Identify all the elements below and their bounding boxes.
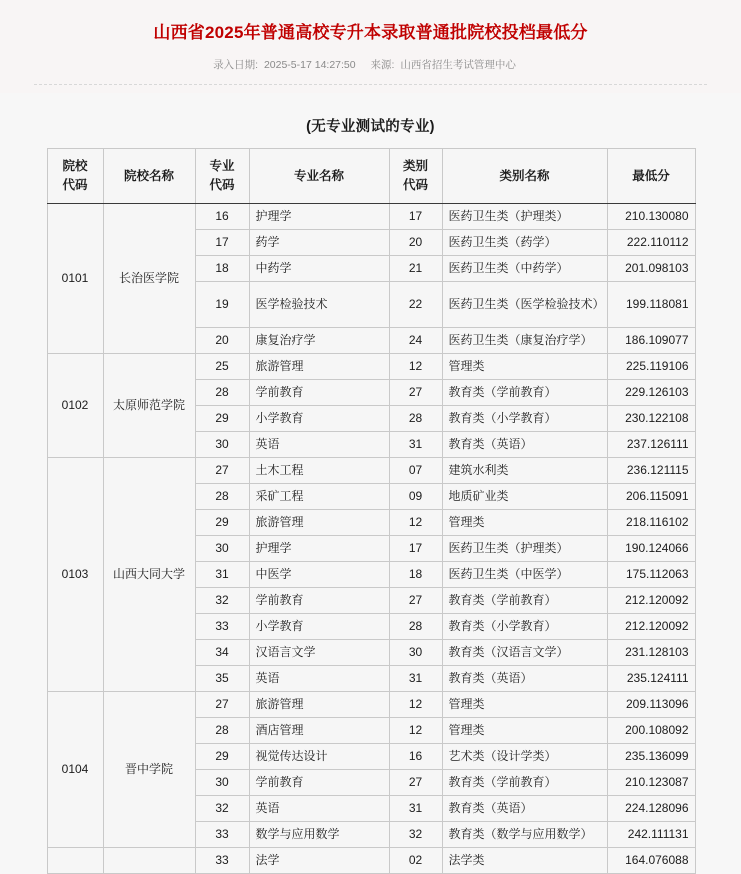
cell-category-name: 医药卫生类（护理类） xyxy=(442,536,607,562)
cell-min-score: 190.124066 xyxy=(607,536,695,562)
cell-category-name: 管理类 xyxy=(442,510,607,536)
cell-major-name: 法学 xyxy=(249,848,389,874)
cell-major-code: 28 xyxy=(195,718,249,744)
cell-major-code: 32 xyxy=(195,588,249,614)
cell-major-name: 康复治疗学 xyxy=(249,328,389,354)
cell-min-score: 175.112063 xyxy=(607,562,695,588)
cell-category-name: 教育类（英语） xyxy=(442,666,607,692)
cell-category-code: 31 xyxy=(389,432,442,458)
cell-category-name: 医药卫生类（中医学） xyxy=(442,562,607,588)
cell-major-code: 31 xyxy=(195,562,249,588)
source-value: 山西省招生考试管理中心 xyxy=(400,59,516,71)
cell-major-name: 英语 xyxy=(249,796,389,822)
score-table-wrapper xyxy=(47,148,695,874)
cell-major-name: 中药学 xyxy=(249,256,389,282)
cell-category-code: 16 xyxy=(389,744,442,770)
cell-min-score: 231.128103 xyxy=(607,640,695,666)
cell-category-name: 医药卫生类（护理类） xyxy=(442,204,607,230)
cell-category-code: 32 xyxy=(389,822,442,848)
cell-category-name: 医药卫生类（中药学） xyxy=(442,256,607,282)
cell-category-code: 17 xyxy=(389,204,442,230)
source-label: 来源: xyxy=(370,59,395,71)
source xyxy=(371,59,516,71)
cell-min-score: 186.109077 xyxy=(607,328,695,354)
entry-date-label: 录入日期: xyxy=(213,59,259,71)
cell-category-code: 28 xyxy=(389,614,442,640)
cell-major-code: 25 xyxy=(195,354,249,380)
cell-category-code: 12 xyxy=(389,354,442,380)
cell-major-name: 旅游管理 xyxy=(249,354,389,380)
cell-category-name: 教育类（汉语言文学） xyxy=(442,640,607,666)
page-header xyxy=(0,0,741,93)
cell-min-score: 212.120092 xyxy=(607,588,695,614)
cell-major-name: 旅游管理 xyxy=(249,692,389,718)
cell-school-name xyxy=(103,848,195,874)
cell-category-code: 21 xyxy=(389,256,442,282)
cell-min-score: 230.122108 xyxy=(607,406,695,432)
cell-category-code: 27 xyxy=(389,380,442,406)
cell-major-name: 土木工程 xyxy=(249,458,389,484)
table-row xyxy=(47,204,695,230)
table-header xyxy=(47,149,695,204)
cell-major-code: 29 xyxy=(195,406,249,432)
cell-category-name: 法学类 xyxy=(442,848,607,874)
cell-min-score: 201.098103 xyxy=(607,256,695,282)
cell-major-code: 16 xyxy=(195,204,249,230)
cell-category-name: 医药卫生类（药学） xyxy=(442,230,607,256)
cell-min-score: 199.118081 xyxy=(607,282,695,328)
cell-major-name: 小学教育 xyxy=(249,614,389,640)
cell-min-score: 235.124111 xyxy=(607,666,695,692)
table-row xyxy=(47,458,695,484)
cell-category-code: 07 xyxy=(389,458,442,484)
cell-category-name: 医药卫生类（医学检验技术） xyxy=(442,282,607,328)
cell-min-score: 222.110112 xyxy=(607,230,695,256)
cell-major-name: 采矿工程 xyxy=(249,484,389,510)
cell-school-name: 长治医学院 xyxy=(103,204,195,354)
cell-category-code: 09 xyxy=(389,484,442,510)
cell-category-name: 管理类 xyxy=(442,692,607,718)
cell-major-code: 17 xyxy=(195,230,249,256)
cell-major-code: 28 xyxy=(195,484,249,510)
column-header-min-score: 最低分 xyxy=(607,149,695,204)
cell-category-code: 02 xyxy=(389,848,442,874)
cell-category-name: 教育类（英语） xyxy=(442,796,607,822)
cell-min-score: 212.120092 xyxy=(607,614,695,640)
cell-category-code: 24 xyxy=(389,328,442,354)
cell-category-name: 教育类（小学教育） xyxy=(442,406,607,432)
cell-major-code: 29 xyxy=(195,510,249,536)
table-header-row xyxy=(47,149,695,204)
cell-category-name: 教育类（数学与应用数学） xyxy=(442,822,607,848)
cell-category-name: 教育类（小学教育） xyxy=(442,614,607,640)
cell-major-name: 视觉传达设计 xyxy=(249,744,389,770)
cell-category-name: 医药卫生类（康复治疗学） xyxy=(442,328,607,354)
cell-min-score: 242.111131 xyxy=(607,822,695,848)
cell-min-score: 235.136099 xyxy=(607,744,695,770)
cell-min-score: 237.126111 xyxy=(607,432,695,458)
cell-school-code: 0101 xyxy=(47,204,103,354)
cell-min-score: 224.128096 xyxy=(607,796,695,822)
entry-date xyxy=(213,59,358,71)
cell-school-code xyxy=(47,848,103,874)
cell-category-code: 27 xyxy=(389,770,442,796)
cell-category-name: 管理类 xyxy=(442,354,607,380)
cell-major-name: 护理学 xyxy=(249,536,389,562)
cell-category-name: 教育类（学前教育） xyxy=(442,380,607,406)
cell-school-name: 太原师范学院 xyxy=(103,354,195,458)
cell-major-name: 医学检验技术 xyxy=(249,282,389,328)
column-header-category-name: 类别名称 xyxy=(442,149,607,204)
cell-major-code: 30 xyxy=(195,432,249,458)
cell-major-name: 护理学 xyxy=(249,204,389,230)
cell-major-code: 30 xyxy=(195,770,249,796)
cell-category-name: 教育类（英语） xyxy=(442,432,607,458)
cell-category-code: 31 xyxy=(389,796,442,822)
table-row xyxy=(47,692,695,718)
cell-category-code: 27 xyxy=(389,588,442,614)
cell-min-score: 236.121115 xyxy=(607,458,695,484)
score-table xyxy=(47,148,696,874)
header-divider xyxy=(34,84,707,85)
cell-category-name: 教育类（学前教育） xyxy=(442,770,607,796)
cell-category-code: 30 xyxy=(389,640,442,666)
cell-major-code: 29 xyxy=(195,744,249,770)
cell-major-code: 28 xyxy=(195,380,249,406)
cell-major-code: 18 xyxy=(195,256,249,282)
cell-major-code: 27 xyxy=(195,458,249,484)
cell-category-code: 12 xyxy=(389,692,442,718)
cell-min-score: 164.076088 xyxy=(607,848,695,874)
entry-date-value: 2025-5-17 14:27:50 xyxy=(263,59,356,71)
cell-category-code: 17 xyxy=(389,536,442,562)
cell-major-name: 汉语言文学 xyxy=(249,640,389,666)
section-subtitle: (无专业测试的专业) xyxy=(306,119,435,135)
column-header-major-code: 专业 代码 xyxy=(195,149,249,204)
cell-major-code: 19 xyxy=(195,282,249,328)
cell-major-code: 34 xyxy=(195,640,249,666)
cell-category-name: 管理类 xyxy=(442,718,607,744)
cell-major-code: 33 xyxy=(195,822,249,848)
cell-min-score: 229.126103 xyxy=(607,380,695,406)
column-header-major-name: 专业名称 xyxy=(249,149,389,204)
cell-major-name: 酒店管理 xyxy=(249,718,389,744)
cell-min-score: 225.119106 xyxy=(607,354,695,380)
cell-major-name: 英语 xyxy=(249,666,389,692)
page-meta xyxy=(0,58,741,72)
cell-category-code: 31 xyxy=(389,666,442,692)
cell-category-code: 18 xyxy=(389,562,442,588)
cell-major-code: 20 xyxy=(195,328,249,354)
cell-major-code: 27 xyxy=(195,692,249,718)
cell-category-code: 12 xyxy=(389,510,442,536)
cell-min-score: 218.116102 xyxy=(607,510,695,536)
column-header-school-code: 院校 代码 xyxy=(47,149,103,204)
cell-min-score: 200.108092 xyxy=(607,718,695,744)
cell-school-name: 山西大同大学 xyxy=(103,458,195,692)
cell-major-name: 小学教育 xyxy=(249,406,389,432)
table-row xyxy=(47,848,695,874)
cell-school-code: 0104 xyxy=(47,692,103,848)
cell-category-code: 22 xyxy=(389,282,442,328)
cell-major-name: 药学 xyxy=(249,230,389,256)
column-header-school-name: 院校名称 xyxy=(103,149,195,204)
cell-min-score: 209.113096 xyxy=(607,692,695,718)
cell-major-name: 中医学 xyxy=(249,562,389,588)
cell-major-name: 学前教育 xyxy=(249,380,389,406)
cell-min-score: 210.123087 xyxy=(607,770,695,796)
cell-major-code: 30 xyxy=(195,536,249,562)
table-body xyxy=(47,204,695,874)
cell-category-code: 12 xyxy=(389,718,442,744)
cell-major-name: 学前教育 xyxy=(249,770,389,796)
cell-major-name: 学前教育 xyxy=(249,588,389,614)
page-title: 山西省2025年普通高校专升本录取普通批院校投档最低分 xyxy=(153,23,588,42)
cell-category-name: 艺术类（设计学类） xyxy=(442,744,607,770)
cell-min-score: 210.130080 xyxy=(607,204,695,230)
cell-category-code: 28 xyxy=(389,406,442,432)
cell-school-name: 晋中学院 xyxy=(103,692,195,848)
cell-major-code: 33 xyxy=(195,614,249,640)
cell-category-name: 教育类（学前教育） xyxy=(442,588,607,614)
cell-major-name: 数学与应用数学 xyxy=(249,822,389,848)
cell-category-name: 地质矿业类 xyxy=(442,484,607,510)
cell-major-code: 35 xyxy=(195,666,249,692)
cell-major-name: 旅游管理 xyxy=(249,510,389,536)
cell-category-name: 建筑水利类 xyxy=(442,458,607,484)
content-area xyxy=(0,93,741,874)
table-row xyxy=(47,354,695,380)
cell-major-name: 英语 xyxy=(249,432,389,458)
column-header-category-code: 类别 代码 xyxy=(389,149,442,204)
cell-min-score: 206.115091 xyxy=(607,484,695,510)
cell-school-code: 0102 xyxy=(47,354,103,458)
cell-category-code: 20 xyxy=(389,230,442,256)
cell-major-code: 32 xyxy=(195,796,249,822)
cell-major-code: 33 xyxy=(195,848,249,874)
cell-school-code: 0103 xyxy=(47,458,103,692)
